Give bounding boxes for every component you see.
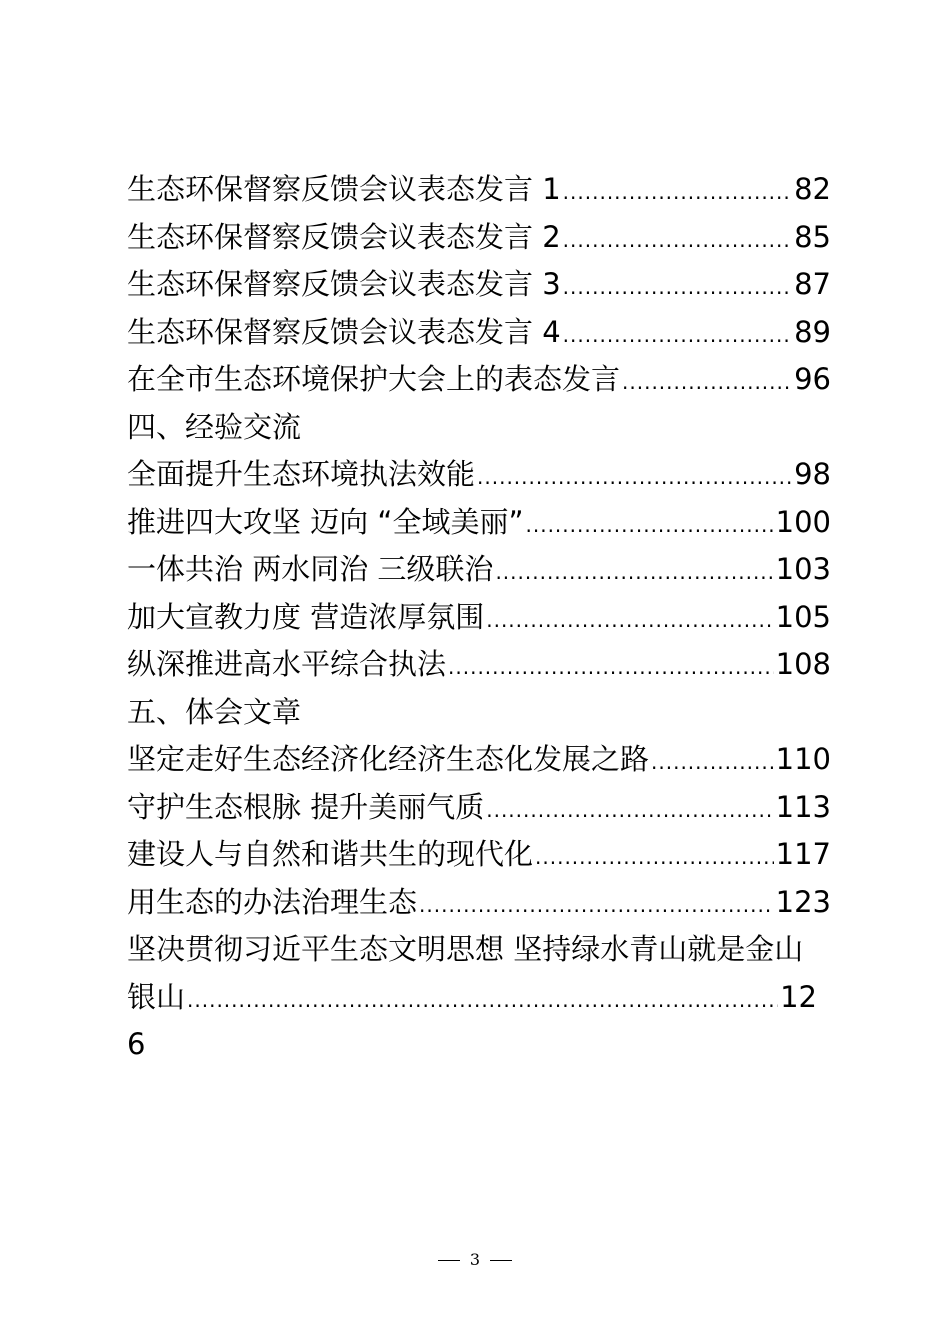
toc-entry-title: 推进四大攻坚 迈向 “全域美丽” [127, 504, 524, 539]
toc-entry-title: 纵深推进高水平综合执法 [127, 647, 447, 681]
toc-entry[interactable] [127, 356, 831, 404]
dot-leader [187, 977, 778, 1025]
toc-entry[interactable] [127, 261, 831, 309]
toc-entry[interactable] [127, 784, 831, 832]
toc-entry-page: 103 [775, 552, 831, 586]
toc-entry-title: 生态环保督察反馈会议表态发言 1 [127, 172, 561, 206]
toc-entry-title: 银山 [127, 979, 186, 1014]
toc-entry[interactable] [127, 594, 831, 642]
toc-entry-title: 生态环保督察反馈会议表态发言 2 [127, 219, 561, 254]
dot-leader [477, 454, 792, 502]
dot-leader [651, 739, 774, 787]
dot-leader [486, 787, 773, 835]
toc-entry-page: 105 [775, 599, 831, 634]
page-footer [0, 1250, 950, 1269]
toc-entry-page: 123 [775, 884, 831, 919]
toc-entry[interactable] [127, 736, 831, 784]
toc-entry-title: 建设人与自然和谐共生的现代化 [127, 837, 534, 871]
toc-entry-title: 坚定走好生态经济化经济生态化发展之路 [127, 742, 650, 776]
dot-leader [535, 834, 774, 882]
toc-entry-wrapped-line[interactable]: 坚决贯彻习近平生态文明思想 坚持绿水青山就是金山 [127, 932, 804, 966]
toc-entry-page: 98 [794, 457, 831, 491]
toc-entry[interactable] [127, 499, 831, 547]
toc-entry-page-overflow: 6 [127, 1027, 146, 1061]
toc-entry[interactable] [127, 214, 831, 262]
toc-entry-wrapped-continuation[interactable] [127, 974, 817, 1022]
toc-entry[interactable] [127, 166, 831, 214]
toc-entry-page: 110 [775, 742, 831, 776]
toc-entry-page: 108 [775, 647, 831, 681]
footer-dash-left [438, 1260, 460, 1261]
dot-leader [495, 549, 773, 597]
toc-entry-title: 生态环保督察反馈会议表态发言 3 [127, 267, 561, 301]
toc-entry-page: 100 [775, 504, 831, 539]
page-number: 3 [469, 1250, 481, 1269]
dot-leader [526, 502, 774, 550]
footer-dash-right [490, 1260, 512, 1261]
toc-entry-page: 113 [775, 789, 831, 824]
dot-leader [486, 597, 773, 645]
toc-entry-page: 12 [780, 979, 817, 1014]
toc-entry[interactable] [127, 879, 831, 927]
toc-entry-title: 一体共治 两水同治 三级联治 [127, 552, 494, 586]
dot-leader [563, 312, 792, 360]
toc-entry-title: 在全市生态环境保护大会上的表态发言 [127, 362, 621, 396]
toc-entry[interactable] [127, 309, 831, 357]
table-of-contents [127, 166, 831, 1069]
dot-leader [622, 359, 792, 407]
toc-entry-title: 守护生态根脉 提升美丽气质 [127, 789, 485, 824]
toc-entry-page: 117 [775, 837, 831, 871]
toc-entry-page: 85 [794, 219, 831, 254]
toc-entry[interactable] [127, 831, 831, 879]
toc-entry-title: 全面提升生态环境执法效能 [127, 457, 476, 491]
toc-entry-page: 82 [794, 172, 831, 206]
toc-entry-title: 用生态的办法治理生态 [127, 884, 418, 919]
toc-entry-page: 96 [794, 362, 831, 396]
toc-entry-title: 生态环保督察反馈会议表态发言 4 [127, 314, 561, 349]
toc-entry-page: 87 [794, 267, 831, 301]
section-heading: 五、体会文章 [127, 694, 302, 729]
dot-leader [563, 169, 792, 217]
toc-entry-title: 加大宣教力度 营造浓厚氛围 [127, 599, 485, 634]
toc-entry[interactable] [127, 641, 831, 689]
dot-leader [419, 882, 774, 930]
toc-entry-page: 89 [794, 314, 831, 349]
dot-leader [448, 644, 774, 692]
dot-leader [563, 264, 792, 312]
toc-entry[interactable] [127, 546, 831, 594]
toc-entry[interactable] [127, 451, 831, 499]
section-heading: 四、经验交流 [127, 409, 302, 444]
dot-leader [563, 217, 792, 265]
